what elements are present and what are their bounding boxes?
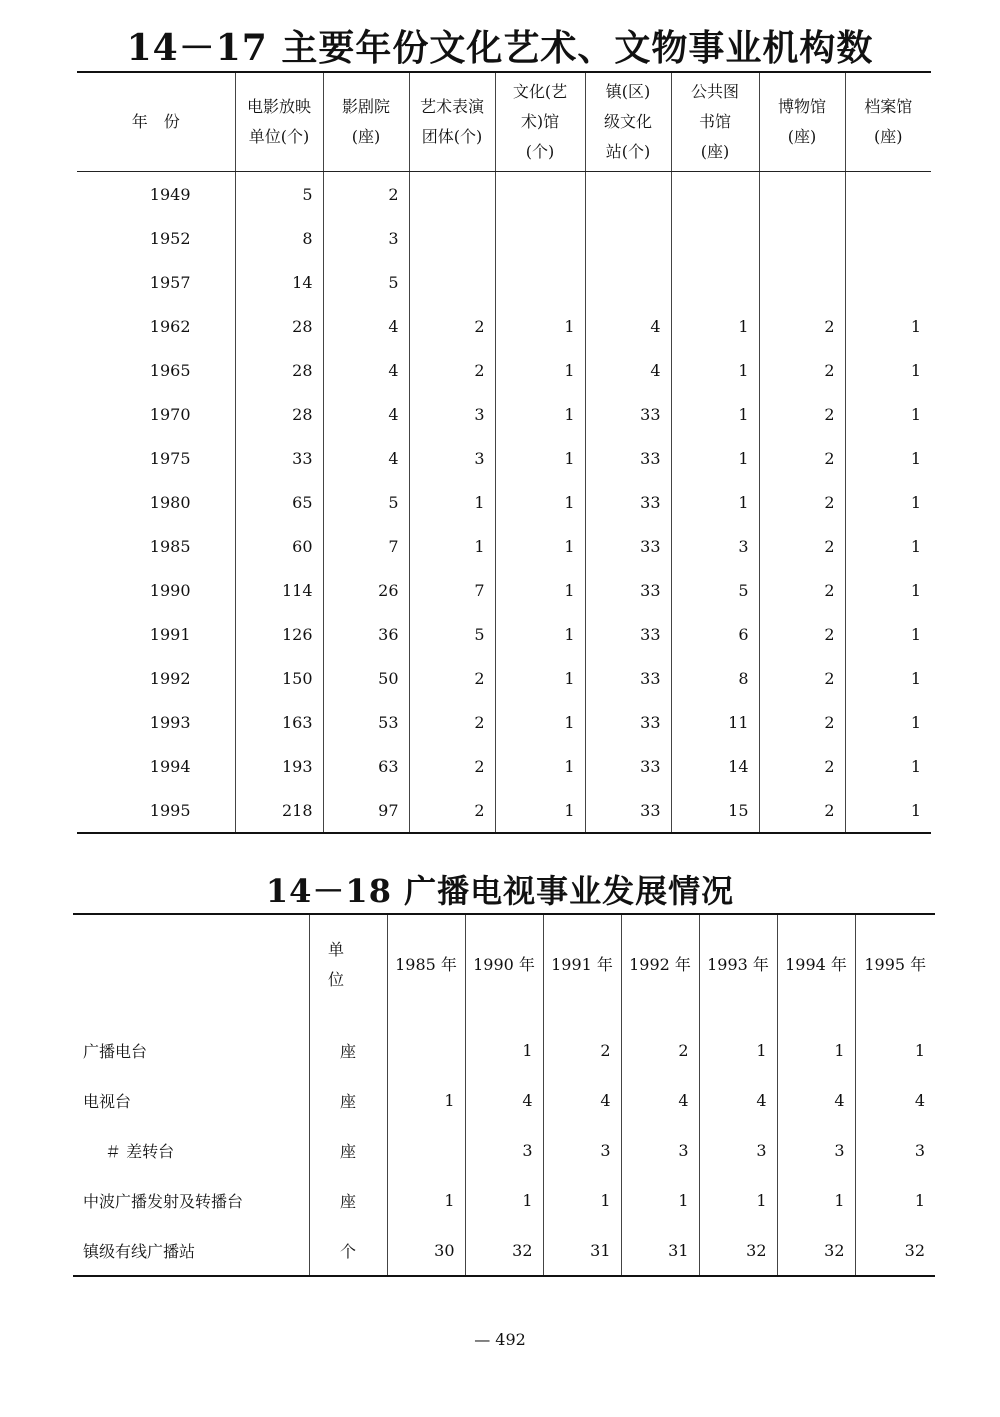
value-cell: 1 [777, 1175, 855, 1225]
value-cell: 3 [777, 1125, 855, 1175]
header-1993: 1993 年 [699, 914, 777, 1015]
value-cell: 1 [495, 436, 585, 480]
value-cell: 33 [585, 744, 671, 788]
value-cell: 5 [671, 568, 759, 612]
value-cell: 14 [671, 744, 759, 788]
value-cell [495, 216, 585, 260]
header-cinema [235, 72, 323, 172]
value-cell: 36 [323, 612, 409, 656]
value-cell: 2 [759, 480, 845, 524]
header-troupe-line2: 团体(个) [421, 127, 483, 146]
value-cell: 5 [323, 260, 409, 304]
header-archive-line2: (座) [874, 127, 903, 146]
header-cinema-line2: 单位(个) [248, 127, 310, 146]
value-cell: 1 [409, 480, 495, 524]
value-cell: 1 [495, 700, 585, 744]
year-cell: 1993 [149, 712, 191, 732]
table-row [77, 304, 931, 348]
value-cell: 150 [235, 656, 323, 700]
value-cell: 3 [465, 1125, 543, 1175]
page-number: — 492 [474, 1330, 526, 1349]
value-cell: 60 [235, 524, 323, 568]
value-cell: 8 [235, 216, 323, 260]
table-row [77, 436, 931, 480]
header-culture-station [585, 72, 671, 172]
header-library-line3: (座) [700, 142, 730, 161]
value-cell: 1 [495, 304, 585, 348]
table-row [73, 1175, 935, 1225]
value-cell: 2 [409, 304, 495, 348]
value-cell: 65 [235, 480, 323, 524]
value-cell: 3 [543, 1125, 621, 1175]
value-cell [495, 260, 585, 304]
value-cell: 11 [671, 700, 759, 744]
value-cell: 1 [495, 524, 585, 568]
value-cell: 1 [845, 568, 931, 612]
year-cell: 1991 [149, 624, 191, 644]
header-culture-line2: 术)馆 [520, 112, 560, 131]
value-cell: 1 [845, 788, 931, 833]
header-row [73, 914, 935, 1015]
value-cell: 1 [845, 436, 931, 480]
value-cell: 7 [323, 524, 409, 568]
header-year [77, 72, 235, 172]
value-cell: 2 [409, 744, 495, 788]
value-cell: 4 [699, 1075, 777, 1125]
value-cell: 2 [409, 656, 495, 700]
unit-cell: 座 [309, 1125, 387, 1175]
value-cell: 1 [495, 348, 585, 392]
header-troupe-line1: 艺术表演 [419, 97, 484, 116]
value-cell: 4 [543, 1075, 621, 1125]
year-cell: 1949 [149, 184, 191, 204]
header-1994: 1994 年 [777, 914, 855, 1015]
value-cell: 2 [759, 744, 845, 788]
header-archive-line1: 档案馆 [864, 97, 913, 116]
value-cell: 28 [235, 348, 323, 392]
year-cell: 1970 [149, 404, 191, 424]
value-cell [845, 172, 931, 217]
value-cell [409, 216, 495, 260]
table-row [73, 1225, 935, 1276]
table-row [73, 1075, 935, 1125]
value-cell: 8 [671, 656, 759, 700]
value-cell [671, 216, 759, 260]
header-troupe [409, 72, 495, 172]
value-cell: 1 [543, 1175, 621, 1225]
value-cell: 1 [845, 524, 931, 568]
header-1991: 1991 年 [543, 914, 621, 1015]
value-cell: 2 [543, 1015, 621, 1075]
table-row [77, 788, 931, 833]
value-cell [495, 172, 585, 217]
value-cell: 2 [759, 656, 845, 700]
year-cell: 1962 [149, 316, 191, 336]
header-item [73, 914, 309, 1015]
value-cell [845, 216, 931, 260]
value-cell: 1 [777, 1015, 855, 1075]
header-museum-line1: 博物馆 [777, 97, 826, 116]
value-cell: 1 [845, 392, 931, 436]
value-cell: 28 [235, 304, 323, 348]
value-cell [759, 216, 845, 260]
item-cell: 广播电台 [83, 1041, 148, 1061]
unit-cell: 座 [309, 1175, 387, 1225]
value-cell: 33 [585, 524, 671, 568]
value-cell: 2 [759, 348, 845, 392]
value-cell [671, 260, 759, 304]
year-cell: 1975 [149, 448, 191, 468]
value-cell [585, 216, 671, 260]
table-row [77, 172, 931, 217]
header-museum [759, 72, 845, 172]
table-row [77, 260, 931, 304]
table-row [77, 744, 931, 788]
value-cell: 1 [699, 1015, 777, 1075]
value-cell: 2 [759, 524, 845, 568]
table-row [77, 392, 931, 436]
header-1995: 1995 年 [855, 914, 935, 1015]
header-culture-line3: (个) [525, 142, 555, 161]
value-cell: 2 [759, 788, 845, 833]
value-cell: 3 [409, 392, 495, 436]
value-cell: 163 [235, 700, 323, 744]
value-cell: 1 [387, 1075, 465, 1125]
table-row [77, 656, 931, 700]
value-cell: 2 [621, 1015, 699, 1075]
header-theater-line1: 影剧院 [341, 97, 390, 116]
value-cell: 2 [759, 612, 845, 656]
value-cell: 33 [235, 436, 323, 480]
value-cell: 33 [585, 612, 671, 656]
value-cell: 1 [495, 788, 585, 833]
value-cell: 4 [777, 1075, 855, 1125]
year-cell: 1985 [149, 536, 191, 556]
value-cell [409, 260, 495, 304]
value-cell: 114 [235, 568, 323, 612]
value-cell: 33 [585, 700, 671, 744]
value-cell: 3 [855, 1125, 935, 1175]
table-row [73, 1015, 935, 1075]
value-cell: 2 [409, 700, 495, 744]
header-culture-line1: 文化(艺 [512, 82, 568, 101]
header-library-line1: 公共图 [690, 82, 739, 101]
value-cell: 1 [845, 700, 931, 744]
value-cell: 1 [855, 1015, 935, 1075]
value-cell: 1 [465, 1015, 543, 1075]
value-cell [671, 172, 759, 217]
value-cell: 28 [235, 392, 323, 436]
value-cell: 4 [585, 304, 671, 348]
header-library-line2: 书馆 [698, 112, 731, 131]
header-library [671, 72, 759, 172]
value-cell: 1 [855, 1175, 935, 1225]
table-2-title: 14－18 广播电视事业发展情况 [265, 872, 735, 910]
value-cell: 50 [323, 656, 409, 700]
value-cell: 2 [759, 304, 845, 348]
value-cell: 2 [409, 348, 495, 392]
value-cell: 33 [585, 568, 671, 612]
header-museum-line2: (座) [787, 127, 817, 146]
unit-cell: 座 [309, 1015, 387, 1075]
table-row [77, 568, 931, 612]
value-cell: 6 [671, 612, 759, 656]
value-cell: 1 [495, 656, 585, 700]
unit-cell: 座 [309, 1075, 387, 1125]
value-cell: 31 [543, 1225, 621, 1276]
table-row [77, 348, 931, 392]
value-cell: 30 [387, 1225, 465, 1276]
year-cell: 1957 [149, 272, 191, 292]
value-cell [585, 172, 671, 217]
value-cell: 33 [585, 392, 671, 436]
item-cell: 镇级有线广播站 [83, 1241, 196, 1261]
header-1990: 1990 年 [465, 914, 543, 1015]
value-cell: 2 [323, 172, 409, 217]
value-cell [585, 260, 671, 304]
value-cell: 33 [585, 788, 671, 833]
value-cell: 97 [323, 788, 409, 833]
value-cell: 5 [409, 612, 495, 656]
value-cell: 7 [409, 568, 495, 612]
year-cell: 1990 [149, 580, 191, 600]
table-row [77, 700, 931, 744]
value-cell: 1 [699, 1175, 777, 1225]
value-cell: 2 [759, 700, 845, 744]
value-cell: 4 [621, 1075, 699, 1125]
year-cell: 1992 [149, 668, 191, 688]
item-cell: 中波广播发射及转播台 [83, 1191, 244, 1211]
value-cell: 4 [323, 436, 409, 480]
value-cell: 1 [495, 612, 585, 656]
unit-cell: 个 [309, 1225, 387, 1276]
value-cell: 32 [465, 1225, 543, 1276]
value-cell: 126 [235, 612, 323, 656]
value-cell: 3 [699, 1125, 777, 1175]
value-cell [387, 1125, 465, 1175]
year-cell: 1965 [149, 360, 191, 380]
header-station-line3: 站(个) [605, 142, 651, 161]
value-cell: 3 [323, 216, 409, 260]
year-cell: 1995 [149, 800, 191, 820]
table-row [73, 1125, 935, 1175]
header-1992: 1992 年 [621, 914, 699, 1015]
value-cell: 4 [585, 348, 671, 392]
value-cell: 4 [323, 304, 409, 348]
value-cell: 31 [621, 1225, 699, 1276]
value-cell: 1 [845, 480, 931, 524]
value-cell: 1 [845, 612, 931, 656]
value-cell: 1 [671, 436, 759, 480]
item-cell: ＃ 差转台 [105, 1141, 175, 1161]
item-cell: 电视台 [83, 1091, 132, 1111]
header-station-line2: 级文化 [603, 112, 652, 131]
value-cell: 1 [621, 1175, 699, 1225]
value-cell: 4 [323, 392, 409, 436]
value-cell: 1 [495, 392, 585, 436]
value-cell [387, 1015, 465, 1075]
value-cell: 1 [495, 480, 585, 524]
table-row [77, 216, 931, 260]
value-cell: 3 [671, 524, 759, 568]
value-cell: 32 [777, 1225, 855, 1276]
value-cell: 5 [235, 172, 323, 217]
value-cell: 1 [495, 744, 585, 788]
header-station-line1: 镇(区) [605, 82, 651, 101]
value-cell: 2 [409, 788, 495, 833]
value-cell: 53 [323, 700, 409, 744]
header-theater [323, 72, 409, 172]
header-culture-hall [495, 72, 585, 172]
value-cell: 2 [759, 568, 845, 612]
value-cell: 1 [671, 304, 759, 348]
value-cell: 1 [845, 304, 931, 348]
table-1-title: 14－17 主要年份文化艺术、文物事业机构数 [126, 27, 874, 69]
header-cinema-line1: 电影放映 [246, 97, 311, 116]
value-cell: 3 [621, 1125, 699, 1175]
header-archive [845, 72, 931, 172]
table-row [77, 480, 931, 524]
value-cell: 1 [845, 744, 931, 788]
value-cell: 1 [671, 392, 759, 436]
year-cell: 1994 [149, 756, 191, 776]
value-cell: 2 [759, 392, 845, 436]
value-cell: 32 [855, 1225, 935, 1276]
year-cell: 1980 [149, 492, 191, 512]
value-cell [845, 260, 931, 304]
table-row [77, 612, 931, 656]
header-1985: 1985 年 [387, 914, 465, 1015]
cultural-institutions-table [77, 71, 931, 834]
value-cell: 33 [585, 436, 671, 480]
header-unit [309, 914, 387, 1015]
value-cell: 1 [845, 656, 931, 700]
value-cell: 193 [235, 744, 323, 788]
value-cell: 33 [585, 480, 671, 524]
value-cell: 4 [323, 348, 409, 392]
value-cell: 1 [387, 1175, 465, 1225]
broadcast-tv-table [73, 913, 935, 1277]
value-cell: 63 [323, 744, 409, 788]
value-cell: 1 [409, 524, 495, 568]
value-cell: 32 [699, 1225, 777, 1276]
value-cell: 1 [845, 348, 931, 392]
value-cell [759, 260, 845, 304]
header-row [77, 72, 931, 172]
value-cell: 2 [759, 436, 845, 480]
value-cell: 26 [323, 568, 409, 612]
value-cell: 33 [585, 656, 671, 700]
value-cell [409, 172, 495, 217]
value-cell: 1 [495, 568, 585, 612]
value-cell: 4 [465, 1075, 543, 1125]
year-cell: 1952 [149, 228, 191, 248]
table-row [77, 524, 931, 568]
value-cell: 3 [409, 436, 495, 480]
header-year-label: 年 份 [131, 112, 180, 131]
value-cell: 5 [323, 480, 409, 524]
value-cell: 15 [671, 788, 759, 833]
value-cell: 14 [235, 260, 323, 304]
header-unit-label: 单位 [327, 940, 368, 989]
header-theater-line2: (座) [351, 127, 381, 146]
value-cell: 1 [465, 1175, 543, 1225]
value-cell [759, 172, 845, 217]
value-cell: 1 [671, 348, 759, 392]
value-cell: 4 [855, 1075, 935, 1125]
value-cell: 1 [671, 480, 759, 524]
value-cell: 218 [235, 788, 323, 833]
